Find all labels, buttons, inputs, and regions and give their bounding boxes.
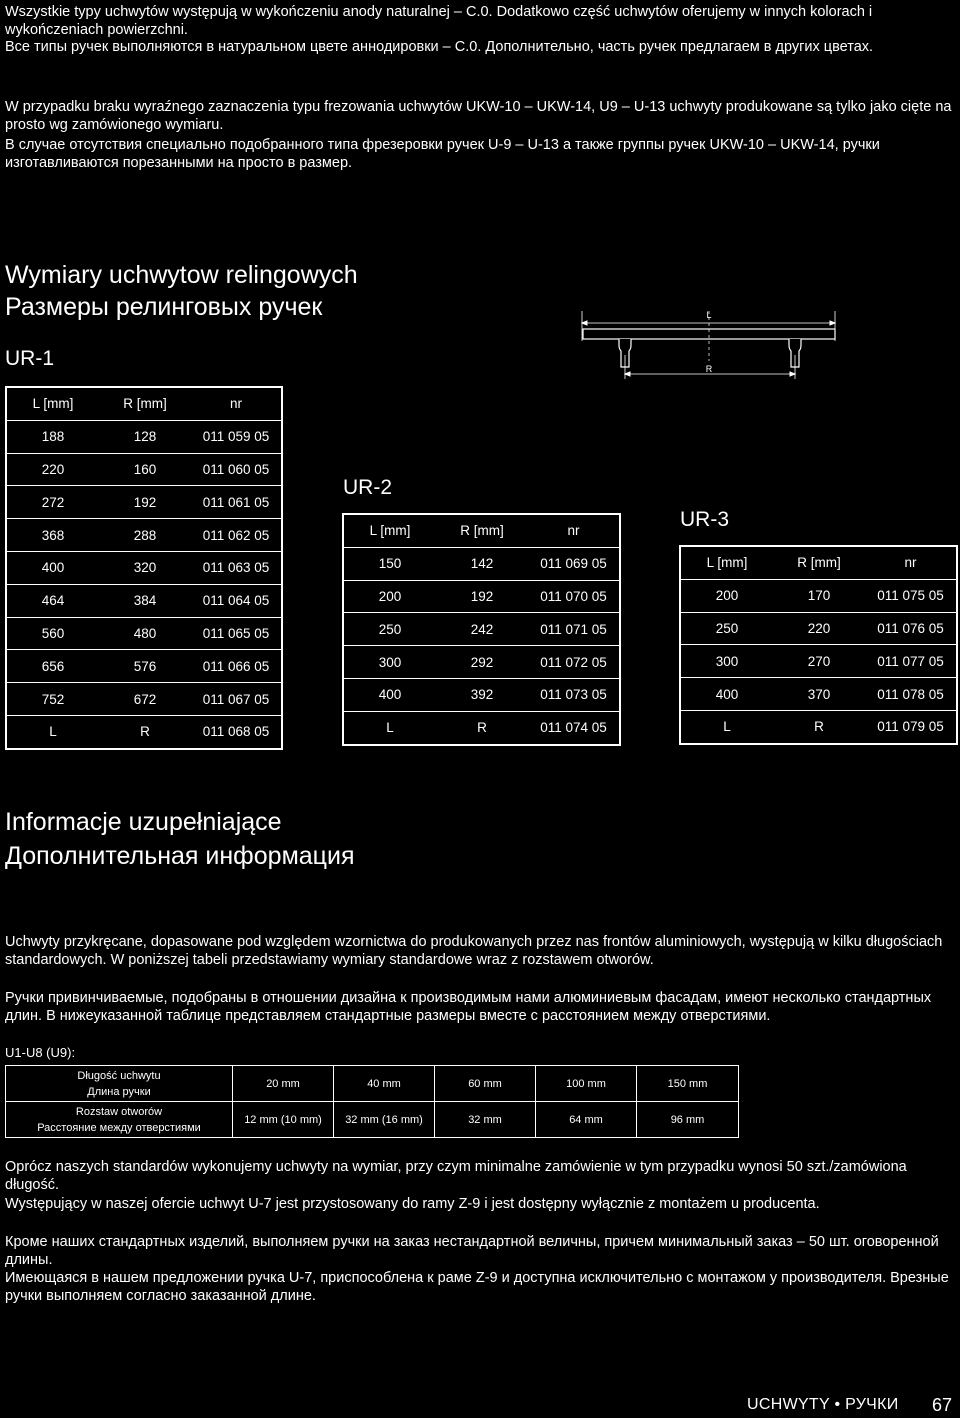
cell: 188 — [6, 420, 99, 453]
table-row — [680, 645, 957, 678]
row-label — [6, 1066, 233, 1102]
table-ur3 — [679, 545, 958, 745]
info-ru-1: Ручки привинчиваемые, подобраны в отношении дизайна к производимым нами алюминиевым фасадам, имеют несколько стандартных длин. В нижеуказанной таблице представляем стандартные размеры вместе с расстоянием между отверстиями. — [5, 990, 932, 1024]
table-row — [343, 547, 620, 580]
header-nr: nr — [865, 546, 957, 579]
cell: 480 — [99, 617, 191, 650]
table-ur1 — [5, 386, 283, 750]
cell: 011 065 05 — [191, 617, 282, 650]
header-l: L [mm] — [6, 387, 99, 420]
header-nr: nr — [191, 387, 282, 420]
cell: 011 074 05 — [540, 720, 607, 736]
table-row — [343, 646, 620, 679]
table-header — [6, 387, 282, 420]
table-row — [343, 580, 620, 613]
cell: 011 073 05 — [528, 678, 620, 711]
table-header — [680, 546, 957, 579]
row-label-ru: Длина ручки — [87, 1085, 151, 1098]
table-row — [680, 612, 957, 645]
cell: 011 070 05 — [528, 580, 620, 613]
row-label-pl: Rozstaw otworów — [75, 1105, 163, 1118]
cell: 384 — [99, 584, 191, 617]
row-label-pl: Długość uchwytu — [77, 1069, 161, 1082]
cell: 250 — [343, 613, 436, 646]
cell: 011 077 05 — [865, 645, 957, 678]
cell: R — [140, 724, 150, 740]
info-title-ru: Дополнительная информация — [5, 842, 355, 870]
page-number: 67 — [932, 1395, 953, 1415]
cell: 300 — [680, 645, 773, 678]
cell: 270 — [773, 645, 865, 678]
cell: 392 — [436, 678, 528, 711]
diagram-label-l: L — [706, 310, 712, 320]
table-row — [6, 650, 282, 683]
table-row — [343, 613, 620, 646]
header-l: L [mm] — [680, 546, 773, 579]
cell: 011 069 05 — [528, 547, 620, 580]
cell: 272 — [6, 486, 99, 519]
table-row — [6, 486, 282, 519]
cell: 170 — [773, 579, 865, 612]
cell: 32 mm (16 mm) — [334, 1102, 435, 1138]
cell: 292 — [436, 646, 528, 679]
cell: 400 — [680, 678, 773, 711]
info-pl-1: Uchwyty przykręcane, dopasowane pod względem wzornictwa do produkowanych przez nas frontów aluminiowych, występują w kilku długościach standardowych. W poniższej tabeli przedstawiamy wymiary standardowe wraz z rozstawem otworów. — [5, 934, 943, 968]
cell: 752 — [6, 683, 99, 716]
info-pl-3: Występujący w naszej ofercie uchwyt U-7 jest przystosowany do ramy Z-9 i jest dostępny wyłącznie z montażem u producenta. — [5, 1196, 820, 1212]
table-row — [680, 579, 957, 612]
cell: 011 072 05 — [528, 646, 620, 679]
cell: 60 mm — [435, 1066, 536, 1102]
cell: 011 060 05 — [191, 453, 282, 486]
dimensions-title-pl: Wymiary uchwytow relingowych — [5, 261, 358, 289]
cell: 242 — [436, 613, 528, 646]
cell: 96 mm — [637, 1102, 739, 1138]
cell: 400 — [6, 551, 99, 584]
table-title-ur1: UR-1 — [5, 347, 55, 370]
header-r: R [mm] — [436, 514, 528, 547]
table-row — [6, 420, 282, 453]
table-row — [343, 678, 620, 711]
dimensions-title-ru: Размеры релинговых ручек — [5, 293, 323, 321]
table-row — [6, 715, 282, 748]
cell: 32 mm — [435, 1102, 536, 1138]
cell: 400 — [343, 678, 436, 711]
intro-ru-1: Все типы ручек выполняются в натуральном цвете аннодировки – C.0. Дополнительно, часть ручек предлагаем в других цветах. — [5, 39, 874, 55]
cell: 128 — [99, 420, 191, 453]
cell: 560 — [6, 617, 99, 650]
row-label — [6, 1102, 233, 1138]
table-row — [6, 519, 282, 552]
cell: 464 — [6, 584, 99, 617]
intro-pl-1: Wszystkie typy uchwytów występują w wykończeniu anody naturalnej – C.0. Dodatkowo część uchwytów oferujemy w innych kolorach i wykończeniach powierzchni. — [5, 4, 873, 38]
cell: 011 068 05 — [202, 724, 270, 740]
row-label-ru: Расстояние между отверстиями — [37, 1121, 201, 1134]
intro-ru-2: В случае отсутствия специально подобранного типа фрезеровки ручек U-9 – U-13 а также группы ручек UKW-10 – UKW-14, ручки изготавливаются порезанными на просто в размер. — [5, 137, 880, 171]
cell: 011 067 05 — [191, 683, 282, 716]
cell: 220 — [6, 453, 99, 486]
cell: L — [49, 724, 57, 740]
cell: 368 — [6, 519, 99, 552]
diagram-label-r: R — [705, 364, 713, 374]
cell: 011 059 05 — [191, 420, 282, 453]
cell: 011 066 05 — [191, 650, 282, 683]
table-row — [680, 710, 957, 743]
rail-handle-diagram — [575, 305, 845, 385]
info-ru-2: Кроме наших стандартных изделий, выполняем ручки на заказ нестандартной величны, причем минимальный заказ – 50 шт. оговоренной длины. — [5, 1234, 939, 1268]
table-row — [6, 1066, 739, 1102]
cell: 011 076 05 — [865, 612, 957, 645]
cell: 370 — [773, 678, 865, 711]
info-title-pl: Informacje uzupełniające — [5, 808, 282, 836]
cell: 011 064 05 — [191, 584, 282, 617]
cell: 011 078 05 — [865, 678, 957, 711]
cell: 011 063 05 — [191, 551, 282, 584]
header-nr: nr — [528, 514, 620, 547]
cell: 011 079 05 — [877, 719, 944, 735]
cell: 100 mm — [536, 1066, 637, 1102]
info-ru-3: Имеющаяся в нашем предложении ручка U-7, приспособлена к раме Z-9 и доступна исключительно с монтажом у производителя. Врезные ручки выполняем согласно заказанной длине. — [5, 1270, 949, 1304]
cell: 12 mm (10 mm) — [233, 1102, 334, 1138]
table-title-ur2: UR-2 — [343, 476, 393, 499]
table-u1-u8 — [5, 1065, 739, 1138]
cell: 011 061 05 — [191, 486, 282, 519]
header-r: R [mm] — [99, 387, 191, 420]
cell: 200 — [680, 579, 773, 612]
cell: 220 — [773, 612, 865, 645]
cell: L — [386, 720, 394, 736]
cell: 64 mm — [536, 1102, 637, 1138]
intro-pl-2: W przypadku braku wyraźnego zaznaczenia typu frezowania uchwytów UKW-10 – UKW-14, U9 – U-13 uchwyty produkowane są tylko jako cięte na prosto wg zamówionego wymiaru. — [5, 99, 952, 133]
cell: 192 — [436, 580, 528, 613]
cell: 250 — [680, 612, 773, 645]
table-title-ur3: UR-3 — [680, 508, 730, 531]
cell: 150 mm — [637, 1066, 739, 1102]
table-row — [6, 551, 282, 584]
cell: 011 075 05 — [865, 579, 957, 612]
cell: 142 — [436, 547, 528, 580]
cell: 576 — [99, 650, 191, 683]
cell: 288 — [99, 519, 191, 552]
table-row — [343, 711, 620, 744]
cell: 300 — [343, 646, 436, 679]
table-ur2 — [342, 513, 621, 746]
info-pl-2: Oprócz naszych standardów wykonujemy uchwyty na wymiar, przy czym minimalne zamówienie w tym przypadku wynosi 50 szt./zamówiona długość. — [5, 1159, 907, 1193]
cell: R — [477, 720, 487, 736]
header-r: R [mm] — [773, 546, 865, 579]
table-row — [680, 678, 957, 711]
cell: R — [814, 719, 824, 735]
cell: L — [723, 719, 731, 735]
table-row — [6, 617, 282, 650]
u1-label: U1-U8 (U9): — [5, 1045, 76, 1060]
cell: 160 — [99, 453, 191, 486]
cell: 011 062 05 — [191, 519, 282, 552]
footer-section: UCHWYTY • РУЧКИ — [747, 1396, 899, 1413]
cell: 40 mm — [334, 1066, 435, 1102]
table-row — [6, 584, 282, 617]
cell: 192 — [99, 486, 191, 519]
table-row — [6, 683, 282, 716]
cell: 150 — [343, 547, 436, 580]
header-l: L [mm] — [343, 514, 436, 547]
cell: 200 — [343, 580, 436, 613]
cell: 320 — [99, 551, 191, 584]
cell: 672 — [99, 683, 191, 716]
table-row — [6, 453, 282, 486]
cell: 656 — [6, 650, 99, 683]
table-row — [6, 1102, 739, 1138]
table-header — [343, 514, 620, 547]
cell: 011 071 05 — [528, 613, 620, 646]
cell: 20 mm — [233, 1066, 334, 1102]
